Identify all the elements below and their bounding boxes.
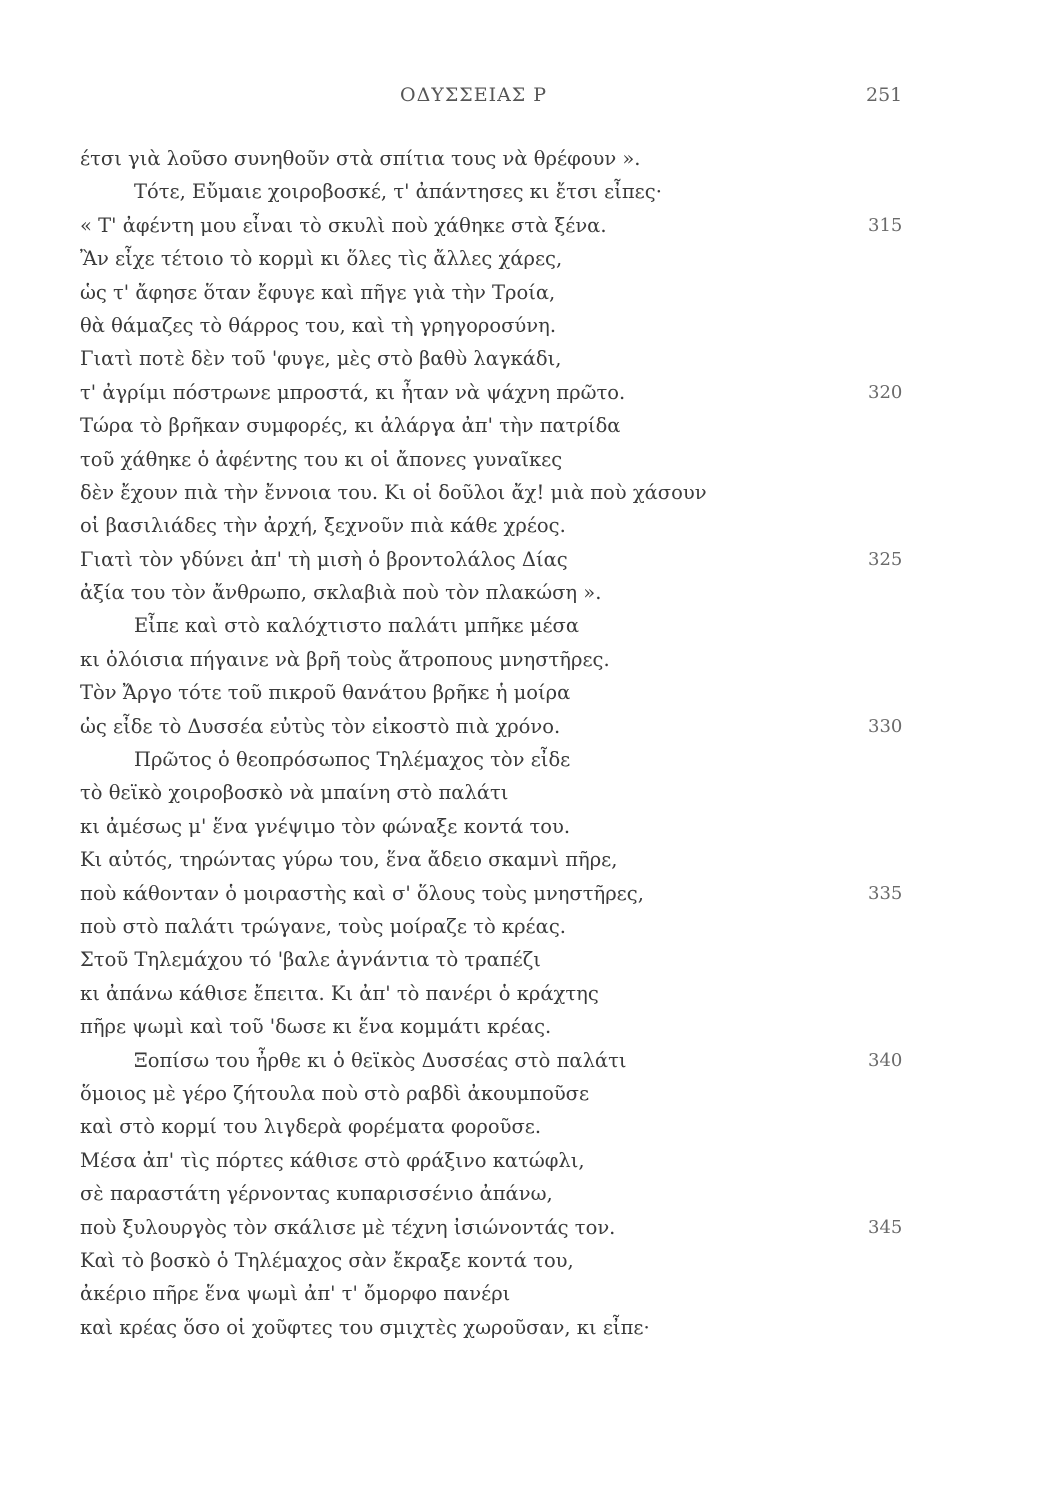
- line-number: 320: [868, 381, 903, 403]
- line-number: 315: [868, 214, 903, 236]
- verse-line: [80, 710, 940, 743]
- verse-line-text: ἀξία του τὸν ἄνθρωπο, σκλαβιὰ ποὺ τὸν πλακώση ».: [80, 581, 602, 605]
- verse-line-text: ποὺ ξυλουργὸς τὸν σκάλισε μὲ τέχνη ἰσιώνοντάς τον.: [80, 1215, 616, 1239]
- verse-line: [80, 476, 940, 509]
- verse-line-text: έτσι γιὰ λοῦσο συνηθοῦν στὰ σπίτια τους νὰ θρέφουν ».: [80, 147, 641, 170]
- verse-line: [80, 142, 940, 175]
- verse-line: [80, 776, 940, 809]
- line-number: 335: [868, 882, 903, 904]
- verse-line-text: Ξοπίσω του ἦρθε κι ὁ θεϊκὸς Δυσσέας στὸ παλάτι: [134, 1048, 627, 1072]
- verse-line-text: Εἶπε καὶ στὸ καλόχτιστο παλάτι μπῆκε μέσα: [134, 614, 580, 638]
- verse-line: [80, 543, 940, 576]
- verse-line-text: Ἂν εἶχε τέτοιο τὸ κορμὶ κι ὅλες τὶς ἄλλες χάρες,: [80, 247, 563, 271]
- verse-line: [80, 1244, 940, 1277]
- line-number: 345: [868, 1216, 903, 1238]
- verse-line: [80, 910, 940, 943]
- verse-line-text: τοῦ χάθηκε ὁ ἀφέντης του κι οἱ ἄπονες γυναῖκες: [80, 447, 563, 471]
- line-number: 325: [868, 548, 903, 570]
- verse-line-text: θὰ θάμαζες τὸ θάρρος του, καὶ τὴ γρηγοροσύνη.: [80, 313, 557, 337]
- verse-line: [80, 843, 940, 876]
- verse-line: [80, 1311, 940, 1344]
- verse-line: [80, 509, 940, 542]
- verse-line: [80, 242, 940, 275]
- verse-line-text: Γιατὶ ποτὲ δὲν τοῦ 'φυγε, μὲς στὸ βαθὺ λαγκάδι,: [80, 347, 562, 371]
- verse-line-text: Τώρα τὸ βρῆκαν συμφορές, κι ἀλάργα ἀπ' τὴν πατρίδα: [80, 414, 621, 438]
- verse-line-text: Καὶ τὸ βοσκὸ ὁ Τηλέμαχος σὰν ἔκραξε κοντά του,: [80, 1248, 574, 1272]
- verse-line-text: Κι αὐτός, τηρώντας γύρω του, ἕνα ἄδειο σκαμνὶ πῆρε,: [80, 848, 618, 872]
- verse-line-text: κι ὁλόισια πήγαινε νὰ βρῆ τοὺς ἄτροπους μνηστῆρες.: [80, 647, 610, 671]
- verse-line: [80, 810, 940, 843]
- verse-line: [80, 276, 940, 309]
- verse-line: [80, 943, 940, 976]
- verse-line: [80, 309, 940, 342]
- verse-line: [80, 376, 940, 409]
- verse-line: [80, 209, 940, 242]
- page-number: 251: [866, 84, 903, 106]
- verse-text: [80, 142, 940, 1344]
- verse-line: [80, 443, 940, 476]
- verse-line-text: δὲν ἔχουν πιὰ τὴν ἔννοια του. Κι οἱ δοῦλοι ἄχ! μιὰ ποὺ χάσουν: [80, 480, 707, 504]
- verse-line: [80, 409, 940, 442]
- verse-line: [80, 342, 940, 375]
- verse-line: [80, 643, 940, 676]
- verse-line-text: Τὸν Ἄργο τότε τοῦ πικροῦ θανάτου βρῆκε ἡ μοίρα: [80, 681, 571, 705]
- verse-line-text: ὅμοιος μὲ γέρο ζήτουλα ποὺ στὸ ραβδὶ ἀκουμποῦσε: [80, 1081, 590, 1105]
- running-title: ΟΔΥΣΣΕΙΑΣ Ρ: [400, 84, 548, 106]
- verse-line: [80, 1177, 940, 1210]
- verse-line-text: « Τ' ἀφέντη μου εἶναι τὸ σκυλὶ ποὺ χάθηκε στὰ ξένα.: [80, 213, 607, 237]
- verse-line-text: καὶ στὸ κορμί του λιγδερὰ φορέματα φοροῦσε.: [80, 1115, 542, 1139]
- verse-line: [80, 977, 940, 1010]
- verse-line-text: Πρῶτος ὁ θεοπρόσωπος Τηλέμαχος τὸν εἶδε: [134, 748, 571, 772]
- verse-line-text: ὡς εἶδε τὸ Δυσσέα εὐτὺς τὸν εἰκοστὸ πιὰ χρόνο.: [80, 714, 561, 738]
- verse-line: [80, 175, 940, 208]
- verse-line-text: καὶ κρέας ὅσο οἱ χοῦφτες του σμιχτὲς χωροῦσαν, κι εἶπε·: [80, 1315, 650, 1339]
- verse-line-text: Μέσα ἀπ' τὶς πόρτες κάθισε στὸ φράξινο κατώφλι,: [80, 1148, 585, 1172]
- verse-line-text: ποὺ στὸ παλάτι τρώγανε, τοὺς μοίραζε τὸ κρέας.: [80, 914, 566, 938]
- verse-line-text: κι ἀμέσως μ' ἕνα γνέψιμο τὸν φώναξε κοντά του.: [80, 814, 571, 838]
- verse-line: [80, 1010, 940, 1043]
- verse-line: [80, 1211, 940, 1244]
- verse-line-text: ὡς τ' ἄφησε ὅταν ἔφυγε καὶ πῆγε γιὰ τὴν Τροία,: [80, 280, 556, 304]
- verse-line: [80, 1077, 940, 1110]
- verse-line: [80, 1144, 940, 1177]
- verse-line-text: πῆρε ψωμὶ καὶ τοῦ 'δωσε κι ἕνα κομμάτι κρέας.: [80, 1015, 552, 1039]
- verse-line-text: οἱ βασιλιάδες τὴν ἀρχή, ξεχνοῦν πιὰ κάθε χρέος.: [80, 514, 566, 538]
- verse-line-text: τ' ἀγρίμι πόστρωνε μπροστά, κι ἦταν νὰ ψάχνη πρῶτο.: [80, 380, 626, 404]
- line-number: 340: [868, 1049, 903, 1071]
- verse-line: [80, 1277, 940, 1310]
- verse-line: [80, 1110, 940, 1143]
- verse-line: [80, 743, 940, 776]
- verse-line-text: ἀκέριο πῆρε ἕνα ψωμὶ ἀπ' τ' ὄμορφο πανέρι: [80, 1282, 511, 1306]
- verse-line: [80, 609, 940, 642]
- verse-line-text: Τότε, Εὔμαιε χοιροβοσκέ, τ' ἀπάντησες κι ἔτσι εἶπες·: [134, 180, 662, 204]
- verse-line: [80, 576, 940, 609]
- verse-line: [80, 877, 940, 910]
- verse-line-text: ποὺ κάθονταν ὁ μοιραστὴς καὶ σ' ὅλους τοὺς μνηστῆρες,: [80, 881, 644, 905]
- verse-line: [80, 676, 940, 709]
- line-number: 330: [868, 715, 903, 737]
- verse-line: [80, 1044, 940, 1077]
- verse-line-text: Στοῦ Τηλεμάχου τό 'βαλε ἀγνάντια τὸ τραπέζι: [80, 948, 541, 972]
- verse-line-text: σὲ παραστάτη γέρνοντας κυπαρισσένιο ἀπάνω,: [80, 1182, 553, 1206]
- verse-line-text: Γιατὶ τὸν γδύνει ἀπ' τὴ μισὴ ὁ βροντολάλος Δίας: [80, 547, 568, 571]
- verse-line-text: κι ἀπάνω κάθισε ἔπειτα. Κι ἀπ' τὸ πανέρι ὁ κράχτης: [80, 981, 599, 1005]
- verse-line-text: τὸ θεϊκὸ χοιροβοσκὸ νὰ μπαίνη στὸ παλάτι: [80, 781, 509, 805]
